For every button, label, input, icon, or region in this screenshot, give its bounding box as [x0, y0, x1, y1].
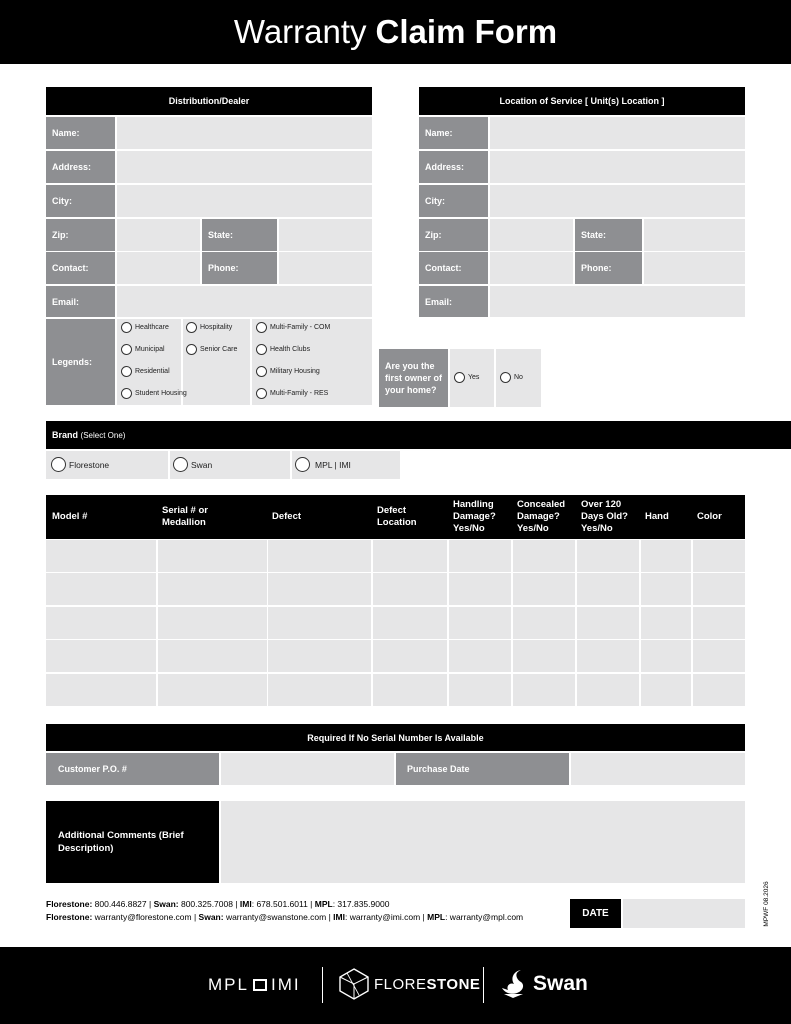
- form-title-bar: [0, 0, 791, 64]
- service-state-field[interactable]: [644, 219, 745, 251]
- radio-icon: [186, 344, 197, 355]
- table-cell[interactable]: [449, 573, 511, 605]
- table-cell[interactable]: [46, 640, 156, 672]
- col-color: Color: [697, 511, 722, 522]
- table-cell[interactable]: [513, 573, 575, 605]
- contact-brand: Florestone:: [46, 899, 93, 909]
- legend-option[interactable]: Student Housing: [121, 388, 187, 399]
- florestone-mark-icon: [337, 967, 371, 1006]
- radio-icon: [121, 322, 132, 333]
- table-cell[interactable]: [693, 640, 745, 672]
- dealer-name-label: Name:: [46, 117, 115, 149]
- service-email-label: Email:: [419, 286, 488, 317]
- date-field[interactable]: [623, 899, 745, 928]
- contact-emails: [46, 912, 523, 922]
- table-cell[interactable]: [373, 540, 447, 572]
- legends-label: Legends:: [46, 319, 115, 405]
- table-cell[interactable]: [693, 674, 745, 706]
- table-cell[interactable]: [449, 540, 511, 572]
- table-cell[interactable]: [268, 540, 371, 572]
- table-cell[interactable]: [449, 640, 511, 672]
- service-city-label: City:: [419, 185, 488, 217]
- legend-option[interactable]: Multi-Family - RES: [256, 388, 328, 399]
- radio-icon: [256, 388, 267, 399]
- table-cell[interactable]: [268, 640, 371, 672]
- service-email-field[interactable]: [490, 286, 745, 317]
- dealer-phone-field[interactable]: [279, 252, 372, 284]
- mpl-imi-mark-icon: [253, 979, 267, 991]
- table-cell[interactable]: [513, 674, 575, 706]
- brand-header: [46, 421, 791, 449]
- table-cell[interactable]: [46, 607, 156, 639]
- table-cell[interactable]: [268, 607, 371, 639]
- title-light: Warranty: [233, 13, 367, 50]
- contact-value: : warranty@mpl.com: [445, 912, 524, 922]
- contact-brand: Swan:: [198, 912, 224, 922]
- contact-value: warranty@florestone.com |: [92, 912, 199, 922]
- dealer-name-field[interactable]: [117, 117, 372, 149]
- service-city-field[interactable]: [490, 185, 745, 217]
- dealer-header: Distribution/Dealer: [46, 87, 372, 115]
- dealer-email-label: Email:: [46, 286, 115, 317]
- title-bold: Claim Form: [375, 13, 558, 50]
- table-cell[interactable]: [693, 573, 745, 605]
- contact-brand: Swan:: [153, 899, 179, 909]
- col-concealed-damage: Concealed Damage? Yes/No: [517, 499, 566, 534]
- table-cell[interactable]: [577, 674, 639, 706]
- table-cell[interactable]: [641, 640, 691, 672]
- col-over-120-days: Over 120 Days Old? Yes/No: [581, 499, 628, 534]
- table-cell[interactable]: [158, 540, 267, 572]
- service-address-label: Address:: [419, 151, 488, 183]
- table-cell[interactable]: [373, 640, 447, 672]
- legend-option[interactable]: Health Clubs: [256, 344, 310, 355]
- swan-wordmark: Swan: [533, 972, 588, 995]
- radio-icon: [256, 322, 267, 333]
- contact-value: : 678.501.6011 |: [251, 899, 315, 909]
- brand-option-florestone[interactable]: Florestone: [51, 457, 109, 472]
- table-cell[interactable]: [373, 607, 447, 639]
- radio-icon: [173, 457, 188, 472]
- dealer-email-field[interactable]: [117, 286, 372, 317]
- contact-brand: IMI: [333, 912, 345, 922]
- table-cell[interactable]: [577, 640, 639, 672]
- dealer-city-label: City:: [46, 185, 115, 217]
- brand-option-mpl-imi[interactable]: MPL | IMI: [295, 457, 351, 472]
- radio-icon: [500, 372, 511, 383]
- contact-phones: [46, 899, 389, 909]
- table-cell[interactable]: [641, 674, 691, 706]
- service-name-label: Name:: [419, 117, 488, 149]
- legend-option[interactable]: Senior Care: [186, 344, 237, 355]
- service-phone-field[interactable]: [644, 252, 745, 284]
- contact-brand: MPL: [314, 899, 333, 909]
- purchase-date-field[interactable]: [571, 753, 745, 785]
- radio-icon: [186, 322, 197, 333]
- date-label: DATE: [570, 899, 621, 928]
- customer-po-field[interactable]: [221, 753, 394, 785]
- table-cell[interactable]: [158, 674, 267, 706]
- service-contact-field[interactable]: [490, 252, 573, 284]
- col-hand: Hand: [645, 511, 669, 522]
- radio-icon: [121, 344, 132, 355]
- comments-label: Additional Comments (Brief Description): [46, 801, 219, 883]
- radio-icon: [121, 366, 132, 377]
- table-cell[interactable]: [268, 573, 371, 605]
- contact-value: 800.325.7008 |: [178, 899, 240, 909]
- table-cell[interactable]: [641, 573, 691, 605]
- table-cell[interactable]: [46, 674, 156, 706]
- service-name-field[interactable]: [490, 117, 745, 149]
- table-cell[interactable]: [268, 674, 371, 706]
- brand-option-swan[interactable]: Swan: [173, 457, 212, 472]
- table-cell[interactable]: [46, 573, 156, 605]
- table-cell[interactable]: [577, 540, 639, 572]
- footer-logos: [0, 947, 791, 1024]
- dealer-zip-field[interactable]: [117, 219, 200, 251]
- radio-icon: [256, 344, 267, 355]
- dealer-phone-label: Phone:: [202, 252, 277, 284]
- swan-mark-icon: [499, 967, 533, 1006]
- claims-table-header: [46, 495, 745, 539]
- contact-value: : warranty@imi.com |: [344, 912, 428, 922]
- col-serial: Serial # or Medallion: [162, 505, 208, 528]
- dealer-contact-label: Contact:: [46, 252, 115, 284]
- service-address-field[interactable]: [490, 151, 745, 183]
- table-cell[interactable]: [577, 573, 639, 605]
- radio-icon: [256, 366, 267, 377]
- dealer-state-label: State:: [202, 219, 277, 251]
- dealer-address-field[interactable]: [117, 151, 372, 183]
- radio-icon: [454, 372, 465, 383]
- table-cell[interactable]: [513, 640, 575, 672]
- legend-option[interactable]: Municipal: [121, 344, 165, 355]
- table-cell[interactable]: [158, 573, 267, 605]
- serial-section-header: Required If No Serial Number Is Available: [46, 724, 745, 751]
- contact-value: 800.446.8827 |: [92, 899, 154, 909]
- service-phone-label: Phone:: [575, 252, 642, 284]
- dealer-contact-field[interactable]: [117, 252, 200, 284]
- brand-hint: (Select One): [80, 430, 126, 440]
- form-code: MPWF 08.2026: [763, 881, 770, 927]
- brand-label: Brand: [52, 430, 79, 440]
- service-state-label: State:: [575, 219, 642, 251]
- table-cell[interactable]: [449, 607, 511, 639]
- table-cell[interactable]: [513, 607, 575, 639]
- first-owner-no[interactable]: No: [500, 372, 523, 383]
- legend-option[interactable]: Multi-Family - COM: [256, 322, 330, 333]
- table-cell[interactable]: [449, 674, 511, 706]
- contact-brand: IMI: [239, 899, 252, 909]
- contact-brand: Florestone:: [46, 912, 93, 922]
- table-cell[interactable]: [158, 640, 267, 672]
- table-cell[interactable]: [373, 573, 447, 605]
- first-owner-yes[interactable]: Yes: [454, 372, 479, 383]
- table-cell[interactable]: [373, 674, 447, 706]
- legend-option[interactable]: Healthcare: [121, 322, 169, 333]
- mpl-imi-logo: MPL IMI: [208, 975, 301, 994]
- florestone-wordmark: FLORESTONE: [374, 976, 481, 993]
- contact-value: warranty@swanstone.com |: [223, 912, 334, 922]
- table-cell[interactable]: [158, 607, 267, 639]
- table-cell[interactable]: [46, 540, 156, 572]
- col-defect: Defect: [272, 511, 302, 522]
- radio-icon: [295, 457, 310, 472]
- col-model: Model #: [52, 511, 88, 522]
- table-cell[interactable]: [641, 540, 691, 572]
- dealer-address-label: Address:: [46, 151, 115, 183]
- dealer-city-field[interactable]: [117, 185, 372, 217]
- col-handling-damage: Handling Damage? Yes/No: [453, 499, 496, 534]
- table-cell[interactable]: [641, 607, 691, 639]
- col-defect-location: Defect Location: [377, 505, 417, 528]
- table-cell[interactable]: [577, 607, 639, 639]
- legend-option[interactable]: Hospitality: [186, 322, 232, 333]
- logo-divider: [483, 967, 484, 1003]
- radio-icon: [121, 388, 132, 399]
- customer-po-label: Customer P.O. #: [46, 753, 219, 785]
- service-header: Location of Service [ Unit(s) Location ]: [419, 87, 745, 115]
- dealer-zip-label: Zip:: [46, 219, 115, 251]
- comments-field[interactable]: [221, 801, 745, 883]
- service-zip-label: Zip:: [419, 219, 488, 251]
- table-cell[interactable]: [693, 540, 745, 572]
- service-zip-field[interactable]: [490, 219, 573, 251]
- logo-divider: [322, 967, 323, 1003]
- contact-brand: MPL: [427, 912, 446, 922]
- service-contact-label: Contact:: [419, 252, 488, 284]
- purchase-date-label: Purchase Date: [396, 753, 569, 785]
- legend-option[interactable]: Residential: [121, 366, 170, 377]
- dealer-state-field[interactable]: [279, 219, 372, 251]
- table-cell[interactable]: [693, 607, 745, 639]
- table-cell[interactable]: [513, 540, 575, 572]
- contact-value: : 317.835.9000: [332, 899, 390, 909]
- first-owner-question: Are you the first owner of your home?: [379, 349, 448, 407]
- legend-option[interactable]: Military Housing: [256, 366, 320, 377]
- radio-icon: [51, 457, 66, 472]
